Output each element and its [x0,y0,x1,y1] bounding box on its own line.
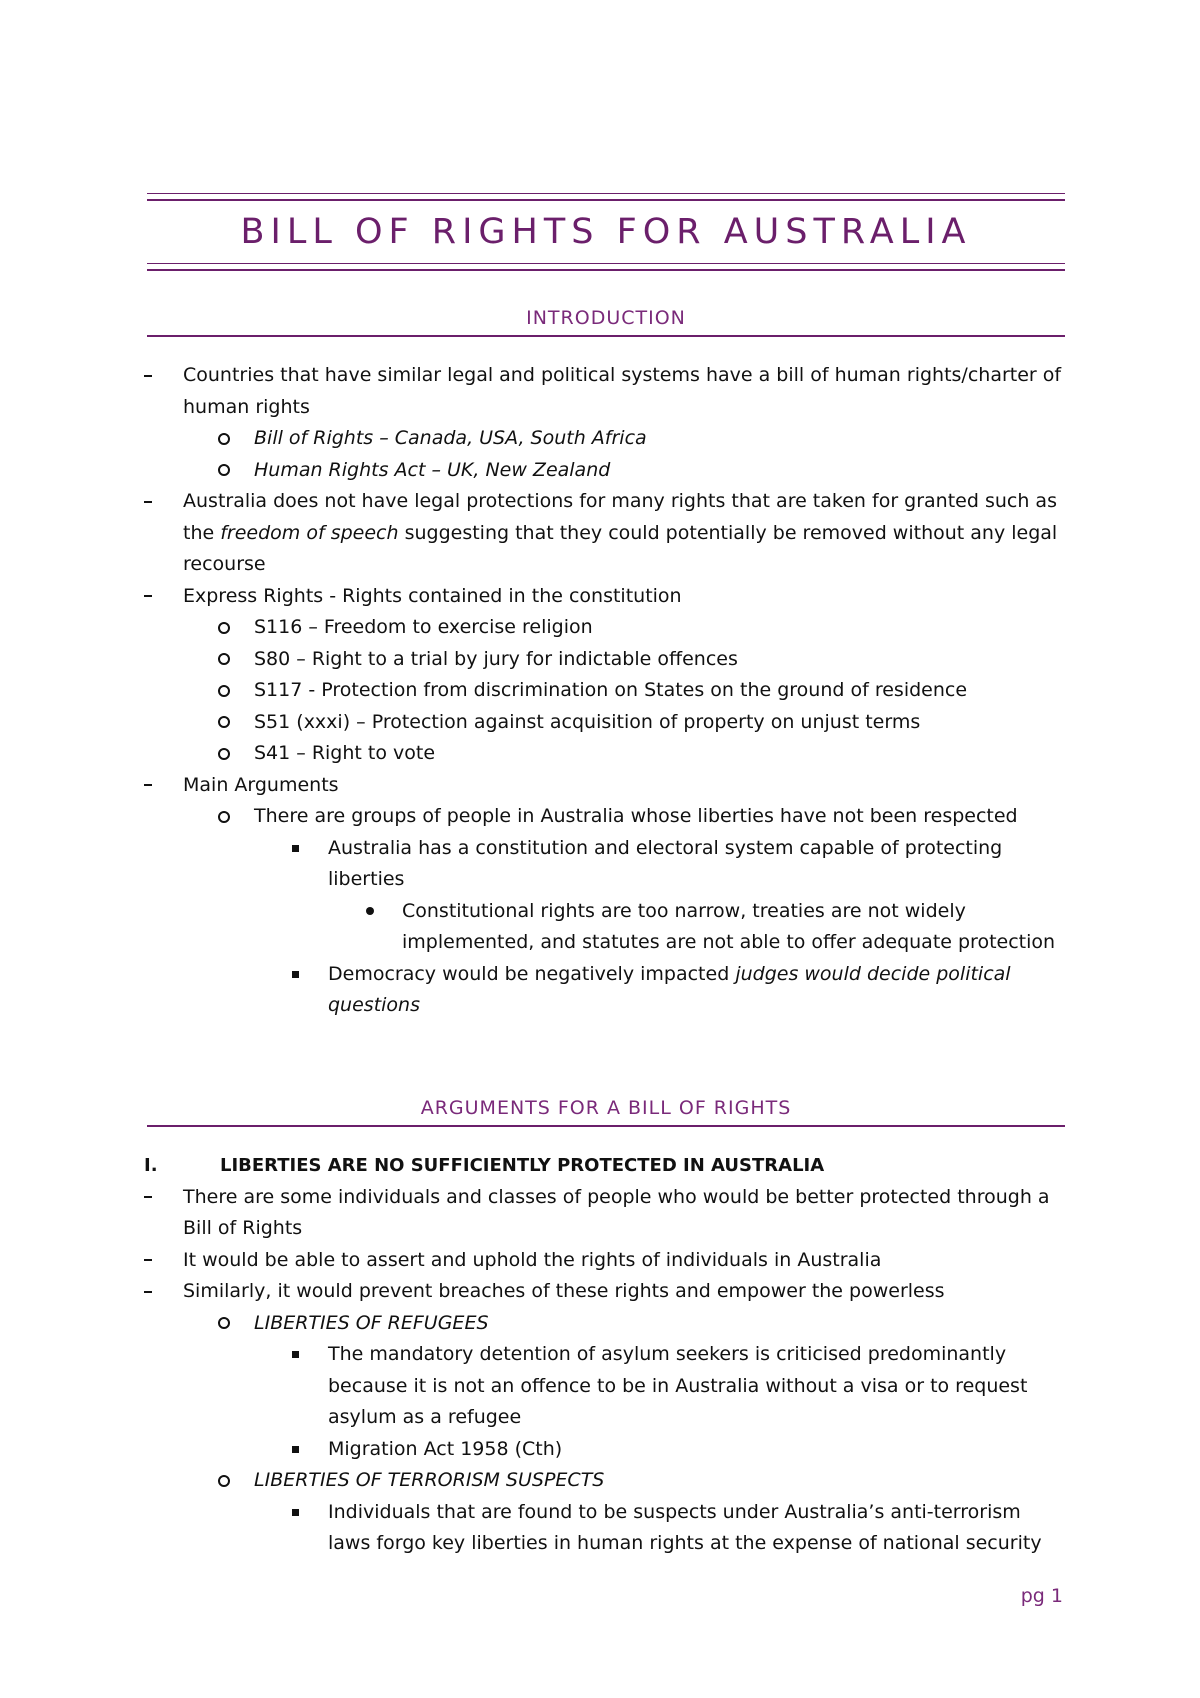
circle-bullet-icon [218,707,230,739]
title-bottom-rule [147,263,1065,271]
list-item: Main Arguments [147,770,1067,802]
dash-bullet-icon [144,1276,152,1308]
list-item: The mandatory detention of asylum seekers is criticised predominantly because it is not an offence to be in Australia without a visa or to request asylum as a refugee [147,1339,1067,1434]
list-item: Australia has a constitution and electoral system capable of protecting liberties [147,833,1067,896]
document-title: BILL OF RIGHTS FOR AUSTRALIA [240,212,972,252]
circle-bullet-icon [218,612,230,644]
list-item: Human Rights Act – UK, New Zealand [147,455,1067,487]
introduction-list [147,360,1067,1022]
circle-bullet-icon [218,1465,230,1497]
dash-bullet-icon [144,360,152,392]
square-bullet-icon [292,833,299,865]
list-item: Express Rights - Rights contained in the constitution [147,581,1067,613]
list-item: Democracy would be negatively impacted judges would decide political questions [147,959,1067,1022]
dash-bullet-icon [144,770,152,802]
arguments-heading: ARGUMENTS FOR A BILL OF RIGHTS [147,1097,1065,1127]
introduction-content [147,360,1067,1022]
dash-bullet-icon [144,1182,152,1214]
circle-bullet-icon [218,455,230,487]
square-bullet-icon [292,959,299,991]
dash-bullet-icon [144,486,152,518]
list-item: Similarly, it would prevent breaches of these rights and empower the powerless [147,1276,1067,1308]
circle-bullet-icon [218,644,230,676]
list-item: S116 – Freedom to exercise religion [147,612,1067,644]
introduction-heading: INTRODUCTION [147,307,1065,337]
arguments-content [144,1150,1067,1560]
list-item: S117 - Protection from discrimination on States on the ground of residence [147,675,1067,707]
list-item: It would be able to assert and uphold the rights of individuals in Australia [147,1245,1067,1277]
list-item: Migration Act 1958 (Cth) [147,1434,1067,1466]
list-item: Individuals that are found to be suspects under Australia’s anti-terrorism laws forgo key liberties in human rights at the expense of national security [147,1497,1067,1560]
list-item: S80 – Right to a trial by jury for indictable offences [147,644,1067,676]
arguments-list [147,1182,1067,1560]
title-block [147,193,1065,271]
list-item: S51 (xxxi) – Protection against acquisition of property on unjust terms [147,707,1067,739]
list-item: Bill of Rights – Canada, USA, South Africa [147,423,1067,455]
circle-bullet-icon [218,675,230,707]
circle-bullet-icon [218,801,230,833]
dash-bullet-icon [144,1245,152,1277]
square-bullet-icon [292,1497,299,1529]
subsection-number: I. [144,1155,158,1176]
subsection-title: LIBERTIES ARE NO SUFFICIENTLY PROTECTED IN AUSTRALIA [220,1155,825,1176]
square-bullet-icon [292,1339,299,1371]
circle-bullet-icon [218,738,230,770]
list-item: There are groups of people in Australia whose liberties have not been respected [147,801,1067,833]
subsection-heading [144,1150,1067,1182]
list-item: Constitutional rights are too narrow, treaties are not widely implemented, and statutes are not able to offer adequate protection [147,896,1067,959]
list-item: S41 – Right to vote [147,738,1067,770]
list-item: Australia does not have legal protections for many rights that are taken for granted such as the freedom of speech suggesting that they could potentially be removed without any legal recourse [147,486,1067,581]
dash-bullet-icon [144,581,152,613]
title-top-rule [147,193,1065,201]
circle-bullet-icon [218,1308,230,1340]
dot-bullet-icon [366,896,374,928]
list-item: LIBERTIES OF TERRORISM SUSPECTS [147,1465,1067,1497]
square-bullet-icon [292,1434,299,1466]
list-item: LIBERTIES OF REFUGEES [147,1308,1067,1340]
page-number: pg 1 [1020,1585,1063,1607]
list-item: Countries that have similar legal and political systems have a bill of human rights/charter of human rights [147,360,1067,423]
circle-bullet-icon [218,423,230,455]
list-item: There are some individuals and classes of people who would be better protected through a Bill of Rights [147,1182,1067,1245]
